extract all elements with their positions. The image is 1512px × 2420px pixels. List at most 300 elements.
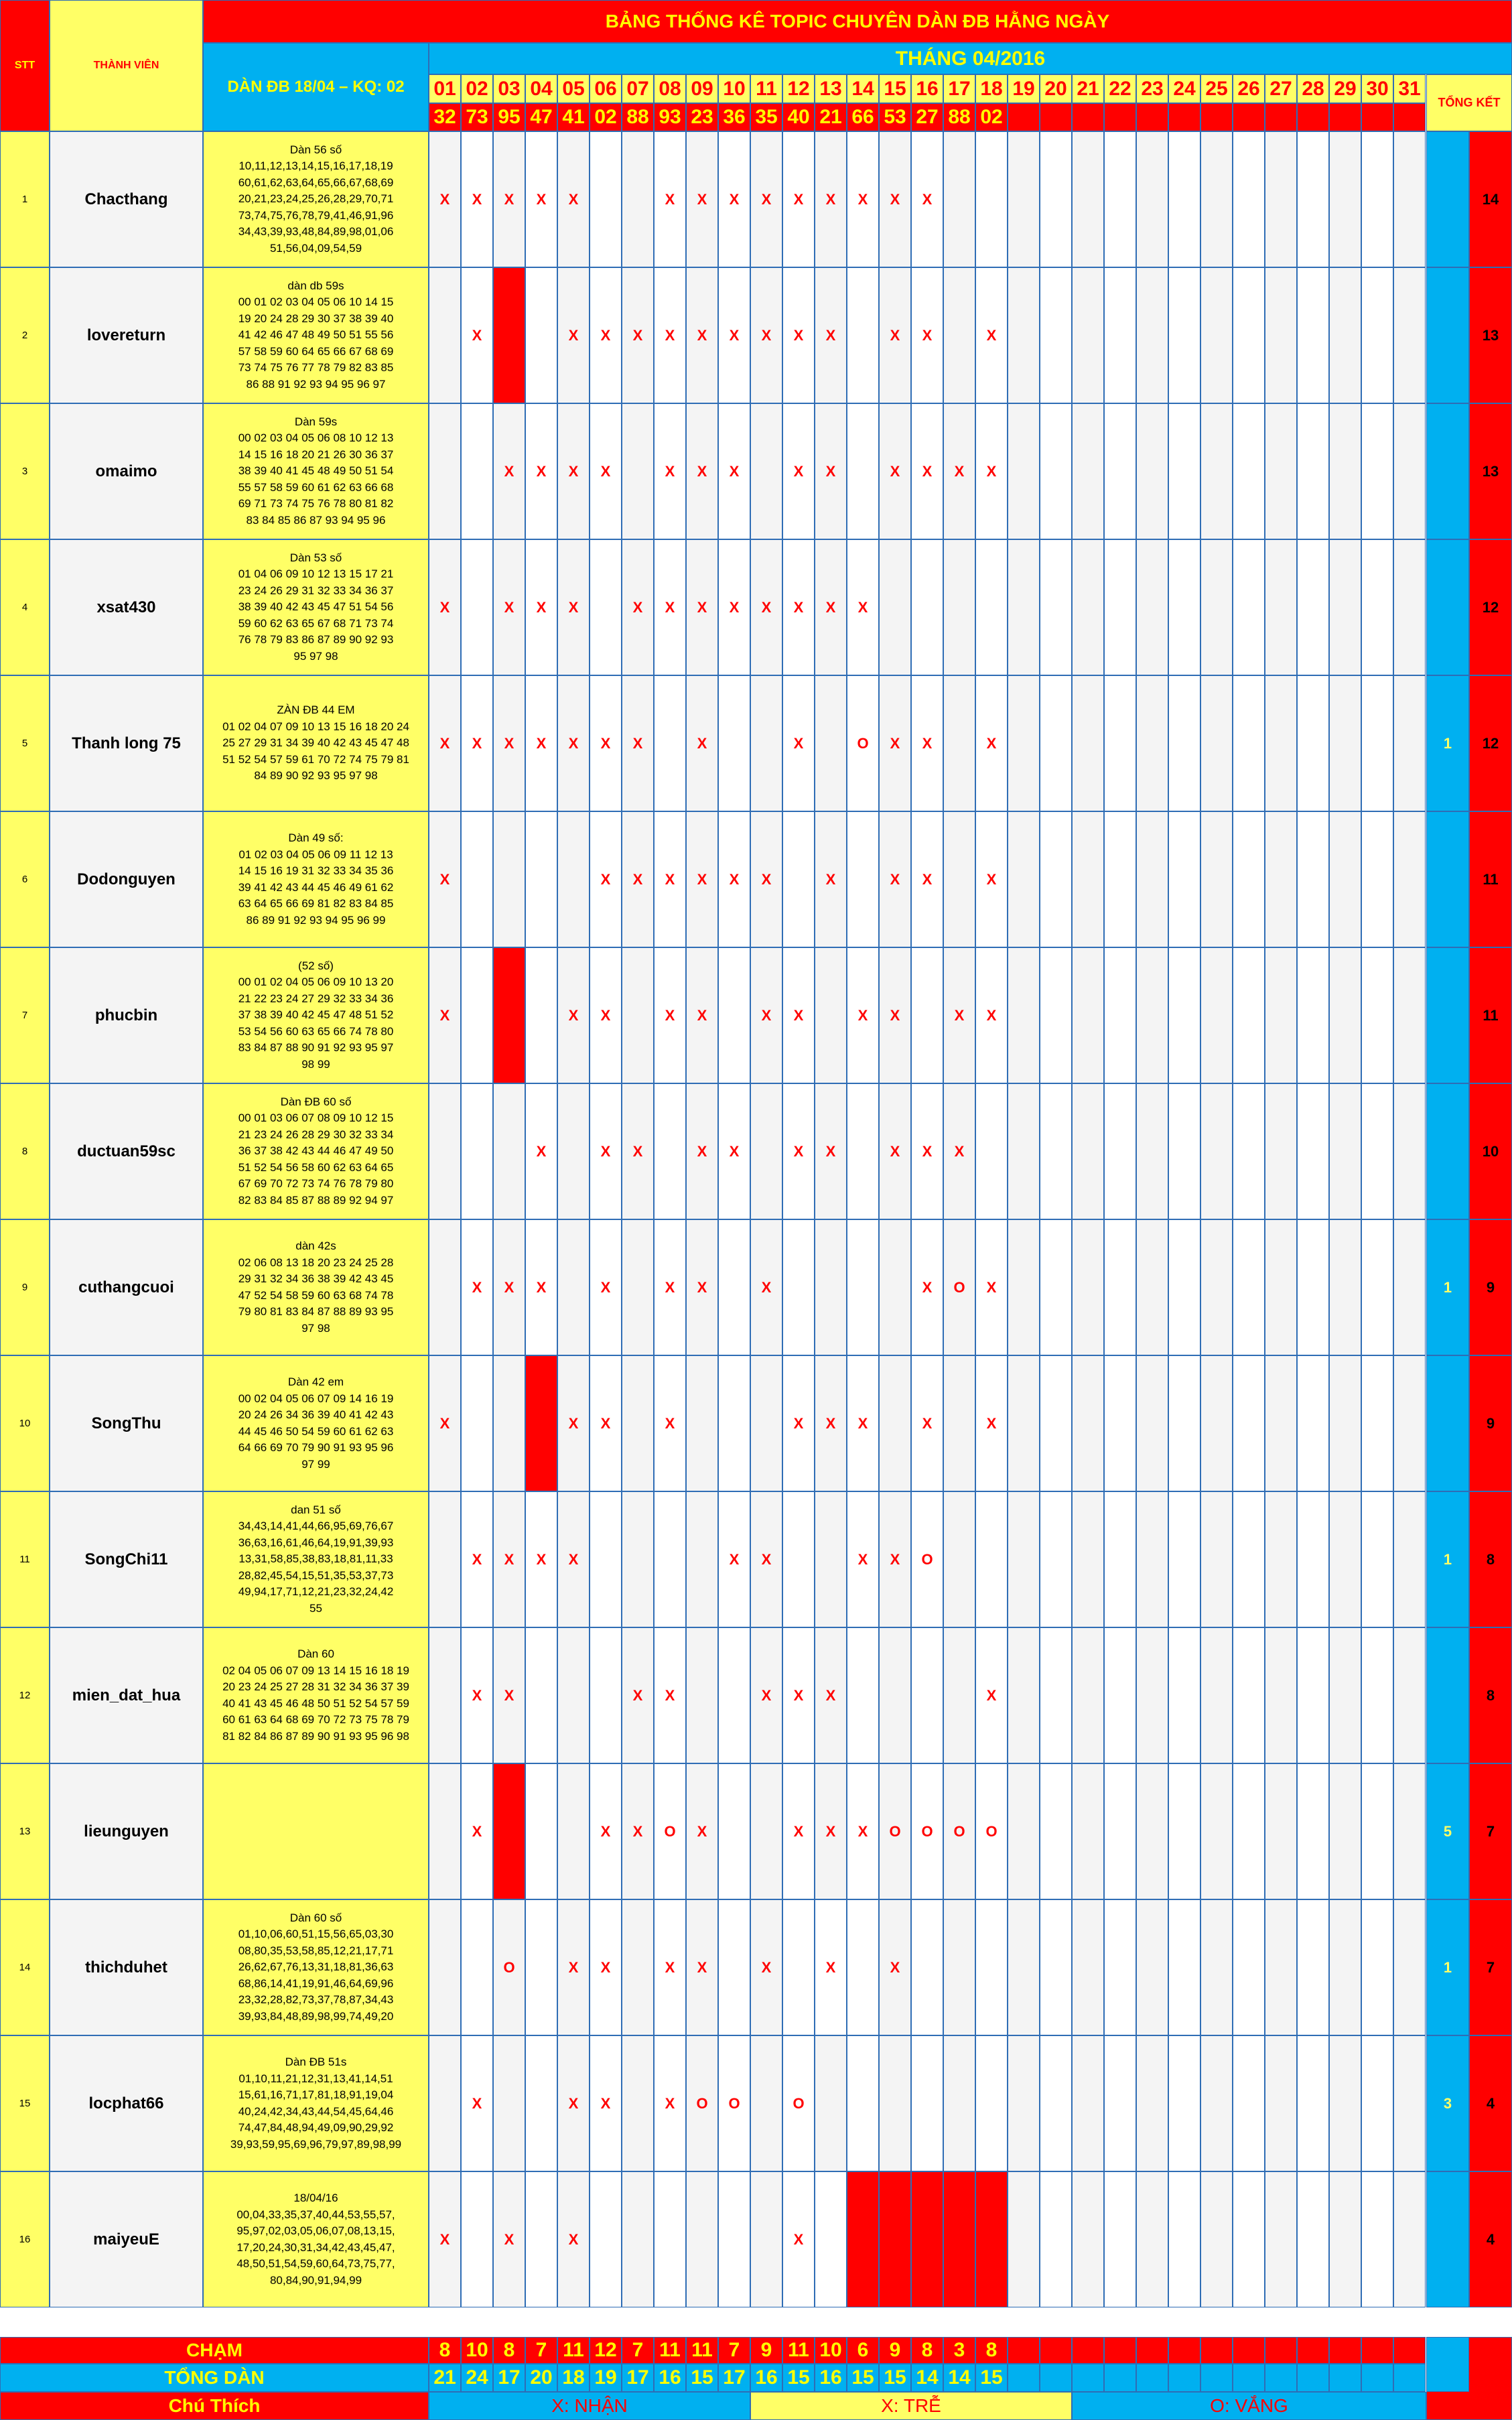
- result-day-13: 21: [815, 103, 847, 131]
- mark-cell: X: [750, 1491, 782, 1627]
- day-cell: [493, 267, 525, 403]
- member-number-set: dàn db 59s 00 01 02 03 04 05 06 10 14 15 19 20 24 28 29 30 37 38 39 40 41 42 46 47 48 49 50 51 55 56 57 58 59 60 64 65 66 67 68 69 73 74 75 76 77 78 79 82 83 85 86 88 91 92 93 94 95 96 97: [203, 267, 429, 403]
- mark-cell: X: [654, 131, 686, 267]
- day-cell: [1297, 947, 1329, 1083]
- day-27: 27: [1265, 74, 1297, 103]
- day-cell: [847, 1219, 879, 1355]
- day-cell: [750, 675, 782, 811]
- mark-cell: X: [590, 267, 622, 403]
- day-cell: [1329, 1763, 1361, 1899]
- day-cell: [718, 1899, 750, 2035]
- day-cell: [1329, 1491, 1361, 1627]
- tongdan-day-17: 14: [943, 2364, 975, 2392]
- cham-day-18: 8: [975, 2337, 1008, 2364]
- mark-cell: X: [493, 1219, 525, 1355]
- day-cell: [1393, 403, 1426, 539]
- day-cell: [1040, 1083, 1072, 1219]
- member-number-set: Dàn 56 số 10,11,12,13,14,15,16,17,18,19 60,61,62,63,64,65,66,67,68,69 20,21,23,24,25,26,28,29,70,71 73,74,75,76,78,79,41,46,91,96 34,43,39,93,48,84,89,98,01,06 51,56,04,09,54,59: [203, 131, 429, 267]
- mark-cell: X: [815, 539, 847, 675]
- row-number: 4: [0, 539, 50, 675]
- day-cell: [622, 131, 654, 267]
- mark-cell: X: [493, 2171, 525, 2307]
- day-cell: [847, 811, 879, 947]
- mark-cell: X: [879, 675, 911, 811]
- tongdan-day-10: 17: [718, 2364, 750, 2392]
- day-cell: [1040, 675, 1072, 811]
- day-cell: [557, 1083, 590, 1219]
- cham-day-31: [1393, 2337, 1426, 2364]
- cham-day-02: 10: [461, 2337, 493, 2364]
- mark-cell: X: [943, 947, 975, 1083]
- day-cell: [590, 131, 622, 267]
- day-cell: [622, 1355, 654, 1491]
- member-header: THÀNH VIÊN: [50, 0, 203, 131]
- result-day-25: [1200, 103, 1233, 131]
- mark-cell: X: [782, 267, 815, 403]
- mark-cell: X: [686, 675, 718, 811]
- month-header: THÁNG 04/2016: [429, 43, 1512, 74]
- mark-cell: X: [911, 675, 943, 811]
- mark-cell: X: [911, 811, 943, 947]
- day-cell: [429, 2035, 461, 2171]
- day-cell: [1008, 539, 1040, 675]
- cham-day-09: 11: [686, 2337, 718, 2364]
- day-cell: [525, 1763, 557, 1899]
- day-cell: [1040, 1491, 1072, 1627]
- result-day-22: [1104, 103, 1136, 131]
- mark-cell: X: [590, 1899, 622, 2035]
- result-day-12: 40: [782, 103, 815, 131]
- day-cell: [1393, 267, 1426, 403]
- mark-cell: X: [557, 403, 590, 539]
- mark-cell: X: [622, 1083, 654, 1219]
- day-16: 16: [911, 74, 943, 103]
- mark-cell: X: [975, 1219, 1008, 1355]
- member-number-set: Dàn ĐB 60 số 00 01 03 06 07 08 09 10 12 15 21 23 24 26 28 29 30 32 33 34 36 37 38 42 43 44 46 47 49 50 51 52 54 56 58 60 62 63 64 65 67 69 70 72 73 74 76 78 79 80 82 83 84 85 87 88 89 92 94 97: [203, 1083, 429, 1219]
- day-28: 28: [1297, 74, 1329, 103]
- day-09: 09: [686, 74, 718, 103]
- day-cell: [1072, 1627, 1104, 1763]
- day-cell: [1361, 403, 1393, 539]
- day-cell: [1168, 1491, 1200, 1627]
- tongdan-day-19: [1008, 2364, 1040, 2392]
- mark-cell: X: [943, 1083, 975, 1219]
- mark-cell: X: [718, 403, 750, 539]
- extra-count: 5: [1426, 1763, 1469, 1899]
- day-cell: [847, 1899, 879, 2035]
- mark-cell: X: [557, 267, 590, 403]
- cham-day-30: [1361, 2337, 1393, 2364]
- mark-cell: X: [525, 131, 557, 267]
- mark-cell: O: [782, 2035, 815, 2171]
- row-number: 6: [0, 811, 50, 947]
- day-cell: [1297, 267, 1329, 403]
- mark-cell: X: [847, 1355, 879, 1491]
- row-number: 3: [0, 403, 50, 539]
- legend-absent: O: VẮNG: [1072, 2392, 1426, 2420]
- mark-cell: X: [911, 1219, 943, 1355]
- day-cell: [1361, 1491, 1393, 1627]
- mark-cell: X: [750, 131, 782, 267]
- day-cell: [1297, 1763, 1329, 1899]
- day-cell: [622, 2035, 654, 2171]
- mark-cell: X: [686, 1899, 718, 2035]
- total-count: 11: [1469, 811, 1512, 947]
- day-cell: [879, 2035, 911, 2171]
- mark-cell: X: [590, 947, 622, 1083]
- day-cell: [879, 1355, 911, 1491]
- day-cell: [1008, 675, 1040, 811]
- day-cell: [1008, 1355, 1040, 1491]
- mark-cell: X: [718, 1083, 750, 1219]
- day-cell: [943, 675, 975, 811]
- result-day-18: 02: [975, 103, 1008, 131]
- member-name: SongChi11: [50, 1491, 203, 1627]
- day-03: 03: [493, 74, 525, 103]
- day-05: 05: [557, 74, 590, 103]
- day-cell: [622, 2171, 654, 2307]
- day-cell: [461, 811, 493, 947]
- tongdan-day-05: 18: [557, 2364, 590, 2392]
- day-cell: [1040, 811, 1072, 947]
- mark-cell: X: [879, 1899, 911, 2035]
- day-cell: [1265, 1083, 1297, 1219]
- mark-cell: X: [525, 539, 557, 675]
- day-cell: [1072, 267, 1104, 403]
- mark-cell: X: [590, 1763, 622, 1899]
- day-cell: [1361, 1763, 1393, 1899]
- extra-count: [1426, 267, 1469, 403]
- tongdan-day-24: [1168, 2364, 1200, 2392]
- day-cell: [525, 1627, 557, 1763]
- member-name: mien_dat_hua: [50, 1627, 203, 1763]
- member-number-set: ZÀN ĐB 44 EM 01 02 04 07 09 10 13 15 16 18 20 24 25 27 29 31 34 39 40 42 43 45 47 48 51 52 54 57 59 61 70 72 74 75 79 81 84 89 90 92 93 95 97 98: [203, 675, 429, 811]
- day-cell: [1265, 2171, 1297, 2307]
- day-cell: [1040, 539, 1072, 675]
- member-name: SongThu: [50, 1355, 203, 1491]
- day-cell: [911, 2171, 943, 2307]
- cham-day-12: 11: [782, 2337, 815, 2364]
- day-cell: [1329, 1219, 1361, 1355]
- mark-cell: X: [429, 1355, 461, 1491]
- day-cell: [943, 539, 975, 675]
- day-cell: [1008, 2171, 1040, 2307]
- day-cell: [815, 1219, 847, 1355]
- day-cell: [1168, 1083, 1200, 1219]
- day-cell: [1136, 675, 1168, 811]
- row-number: 15: [0, 2035, 50, 2171]
- day-cell: [1233, 1083, 1265, 1219]
- day-cell: [429, 1899, 461, 2035]
- day-cell: [1200, 2171, 1233, 2307]
- day-cell: [1008, 1763, 1040, 1899]
- day-cell: [1008, 1219, 1040, 1355]
- day-cell: [975, 1083, 1008, 1219]
- day-cell: [1104, 1491, 1136, 1627]
- cham-day-11: 9: [750, 2337, 782, 2364]
- tongdan-day-28: [1297, 2364, 1329, 2392]
- row-number: 13: [0, 1763, 50, 1899]
- mark-cell: X: [815, 811, 847, 947]
- extra-count: [1426, 947, 1469, 1083]
- day-cell: [1040, 2171, 1072, 2307]
- cham-day-10: 7: [718, 2337, 750, 2364]
- day-cell: [1200, 1219, 1233, 1355]
- day-cell: [525, 1899, 557, 2035]
- mark-cell: X: [718, 1491, 750, 1627]
- mark-cell: X: [654, 1355, 686, 1491]
- day-cell: [1168, 2171, 1200, 2307]
- day-cell: [1297, 1355, 1329, 1491]
- day-cell: [1297, 1491, 1329, 1627]
- mark-cell: X: [718, 539, 750, 675]
- day-cell: [1361, 675, 1393, 811]
- mark-cell: X: [590, 675, 622, 811]
- total-count: 13: [1469, 267, 1512, 403]
- cham-day-22: [1104, 2337, 1136, 2364]
- day-cell: [1104, 1763, 1136, 1899]
- mark-cell: X: [622, 267, 654, 403]
- day-cell: [718, 1355, 750, 1491]
- result-day-07: 88: [622, 103, 654, 131]
- member-name: maiyeuE: [50, 2171, 203, 2307]
- day-cell: [557, 1219, 590, 1355]
- day-cell: [1168, 1899, 1200, 2035]
- day-cell: [1072, 2035, 1104, 2171]
- mark-cell: X: [718, 267, 750, 403]
- day-cell: [1008, 267, 1040, 403]
- day-cell: [1393, 131, 1426, 267]
- extra-count: [1426, 131, 1469, 267]
- mark-cell: X: [750, 947, 782, 1083]
- day-cell: [1040, 1355, 1072, 1491]
- mark-cell: X: [493, 1491, 525, 1627]
- day-cell: [1200, 675, 1233, 811]
- stt-header: STT: [0, 0, 50, 131]
- mark-cell: X: [847, 1763, 879, 1899]
- mark-cell: X: [686, 267, 718, 403]
- day-cell: [1104, 1219, 1136, 1355]
- day-cell: [1136, 1899, 1168, 2035]
- day-cell: [557, 1627, 590, 1763]
- day-cell: [1168, 1355, 1200, 1491]
- tongdan-day-25: [1200, 2364, 1233, 2392]
- mark-cell: O: [718, 2035, 750, 2171]
- day-cell: [622, 947, 654, 1083]
- mark-cell: X: [815, 403, 847, 539]
- day-cell: [847, 1627, 879, 1763]
- day-cell: [943, 267, 975, 403]
- tongdan-day-01: 21: [429, 2364, 461, 2392]
- row-number: 1: [0, 131, 50, 267]
- day-cell: [1168, 947, 1200, 1083]
- mark-cell: O: [686, 2035, 718, 2171]
- day-cell: [590, 2171, 622, 2307]
- member-name: thichduhet: [50, 1899, 203, 2035]
- mark-cell: X: [975, 811, 1008, 947]
- member-name: Dodonguyen: [50, 811, 203, 947]
- day-cell: [1393, 675, 1426, 811]
- mark-cell: X: [622, 811, 654, 947]
- day-cell: [847, 1083, 879, 1219]
- day-cell: [1168, 811, 1200, 947]
- day-cell: [1136, 947, 1168, 1083]
- member-number-set: [203, 1763, 429, 1899]
- day-cell: [750, 1763, 782, 1899]
- mark-cell: X: [654, 1627, 686, 1763]
- cham-day-29: [1329, 2337, 1361, 2364]
- mark-cell: X: [718, 811, 750, 947]
- mark-cell: X: [782, 675, 815, 811]
- mark-cell: X: [975, 267, 1008, 403]
- day-cell: [1200, 267, 1233, 403]
- day-cell: [525, 2171, 557, 2307]
- mark-cell: X: [847, 539, 879, 675]
- day-cell: [1297, 1627, 1329, 1763]
- mark-cell: X: [429, 539, 461, 675]
- row-number: 9: [0, 1219, 50, 1355]
- result-day-11: 35: [750, 103, 782, 131]
- day-cell: [718, 1627, 750, 1763]
- day-cell: [654, 1491, 686, 1627]
- day-cell: [1104, 403, 1136, 539]
- total-count: 4: [1469, 2171, 1512, 2307]
- day-cell: [1361, 947, 1393, 1083]
- day-26: 26: [1233, 74, 1265, 103]
- day-cell: [1008, 2035, 1040, 2171]
- cham-day-28: [1297, 2337, 1329, 2364]
- cham-day-24: [1168, 2337, 1200, 2364]
- result-day-29: [1329, 103, 1361, 131]
- result-day-20: [1040, 103, 1072, 131]
- legend-late: X: TRỄ: [750, 2392, 1072, 2420]
- day-cell: [1361, 2171, 1393, 2307]
- extra-count: [1426, 403, 1469, 539]
- day-cell: [1329, 1899, 1361, 2035]
- day-cell: [1297, 1219, 1329, 1355]
- mark-cell: O: [847, 675, 879, 811]
- day-cell: [1329, 2171, 1361, 2307]
- row-number: 8: [0, 1083, 50, 1219]
- row-number: 5: [0, 675, 50, 811]
- member-name: cuthangcuoi: [50, 1219, 203, 1355]
- mark-cell: X: [525, 403, 557, 539]
- mark-cell: X: [493, 675, 525, 811]
- day-cell: [782, 811, 815, 947]
- day-cell: [1393, 2035, 1426, 2171]
- mark-cell: X: [622, 1627, 654, 1763]
- day-cell: [1329, 1627, 1361, 1763]
- day-cell: [1361, 1627, 1393, 1763]
- member-number-set: Dàn 49 số: 01 02 03 04 05 06 09 11 12 13 14 15 16 19 31 32 33 34 35 36 39 41 42 43 44 45 46 49 61 62 63 64 65 66 69 81 82 83 84 85 86 89 91 92 93 94 95 96 99: [203, 811, 429, 947]
- mark-cell: X: [461, 1219, 493, 1355]
- mark-cell: X: [493, 539, 525, 675]
- day-cell: [1233, 2171, 1265, 2307]
- day-cell: [1361, 2035, 1393, 2171]
- day-cell: [1168, 2035, 1200, 2171]
- mark-cell: X: [429, 675, 461, 811]
- mark-cell: X: [493, 403, 525, 539]
- result-day-19: [1008, 103, 1040, 131]
- mark-cell: X: [461, 675, 493, 811]
- day-cell: [590, 1627, 622, 1763]
- day-cell: [1168, 1219, 1200, 1355]
- result-day-17: 88: [943, 103, 975, 131]
- day-cell: [1136, 1219, 1168, 1355]
- day-15: 15: [879, 74, 911, 103]
- result-day-06: 02: [590, 103, 622, 131]
- day-cell: [1265, 2035, 1297, 2171]
- day-cell: [1265, 1355, 1297, 1491]
- mark-cell: X: [815, 1083, 847, 1219]
- day-cell: [1200, 403, 1233, 539]
- day-cell: [1072, 811, 1104, 947]
- extra-count: 3: [1426, 2035, 1469, 2171]
- cham-day-16: 8: [911, 2337, 943, 2364]
- mark-cell: X: [911, 267, 943, 403]
- day-cell: [1233, 1627, 1265, 1763]
- cham-day-04: 7: [525, 2337, 557, 2364]
- day-18: 18: [975, 74, 1008, 103]
- day-cell: [1008, 1899, 1040, 2035]
- day-cell: [525, 267, 557, 403]
- mark-cell: O: [493, 1899, 525, 2035]
- day-cell: [782, 1219, 815, 1355]
- mark-cell: X: [557, 1355, 590, 1491]
- day-cell: [1297, 1083, 1329, 1219]
- day-24: 24: [1168, 74, 1200, 103]
- day-cell: [429, 1491, 461, 1627]
- day-cell: [429, 1627, 461, 1763]
- day-cell: [590, 539, 622, 675]
- mark-cell: X: [879, 1491, 911, 1627]
- day-cell: [1104, 1083, 1136, 1219]
- tongdan-day-09: 15: [686, 2364, 718, 2392]
- mark-cell: X: [911, 1083, 943, 1219]
- mark-cell: X: [686, 811, 718, 947]
- day-08: 08: [654, 74, 686, 103]
- extra-count: [1426, 539, 1469, 675]
- day-cell: [1265, 1491, 1297, 1627]
- day-cell: [718, 947, 750, 1083]
- day-cell: [1200, 947, 1233, 1083]
- cham-day-13: 10: [815, 2337, 847, 2364]
- day-cell: [815, 675, 847, 811]
- day-cell: [815, 2035, 847, 2171]
- cham-day-15: 9: [879, 2337, 911, 2364]
- member-number-set: Dàn 60 02 04 05 06 07 09 13 14 15 16 18 19 20 23 24 25 27 28 31 32 34 36 37 39 40 41 43 45 46 48 50 51 52 54 57 59 60 61 63 64 68 69 70 72 73 75 78 79 81 82 84 86 87 89 90 91 93 95 96 98: [203, 1627, 429, 1763]
- cham-day-27: [1265, 2337, 1297, 2364]
- mark-cell: X: [879, 131, 911, 267]
- mark-cell: X: [654, 1899, 686, 2035]
- day-cell: [815, 1491, 847, 1627]
- day-cell: [782, 1491, 815, 1627]
- day-cell: [1297, 2035, 1329, 2171]
- mark-cell: X: [461, 1627, 493, 1763]
- day-cell: [1233, 267, 1265, 403]
- day-cell: [654, 675, 686, 811]
- mark-cell: X: [975, 1627, 1008, 1763]
- day-cell: [493, 811, 525, 947]
- day-cell: [1361, 1219, 1393, 1355]
- day-cell: [750, 403, 782, 539]
- tongdan-day-06: 19: [590, 2364, 622, 2392]
- day-cell: [1329, 2035, 1361, 2171]
- tongdan-day-26: [1233, 2364, 1265, 2392]
- day-cell: [847, 267, 879, 403]
- day-cell: [1329, 947, 1361, 1083]
- mark-cell: X: [622, 539, 654, 675]
